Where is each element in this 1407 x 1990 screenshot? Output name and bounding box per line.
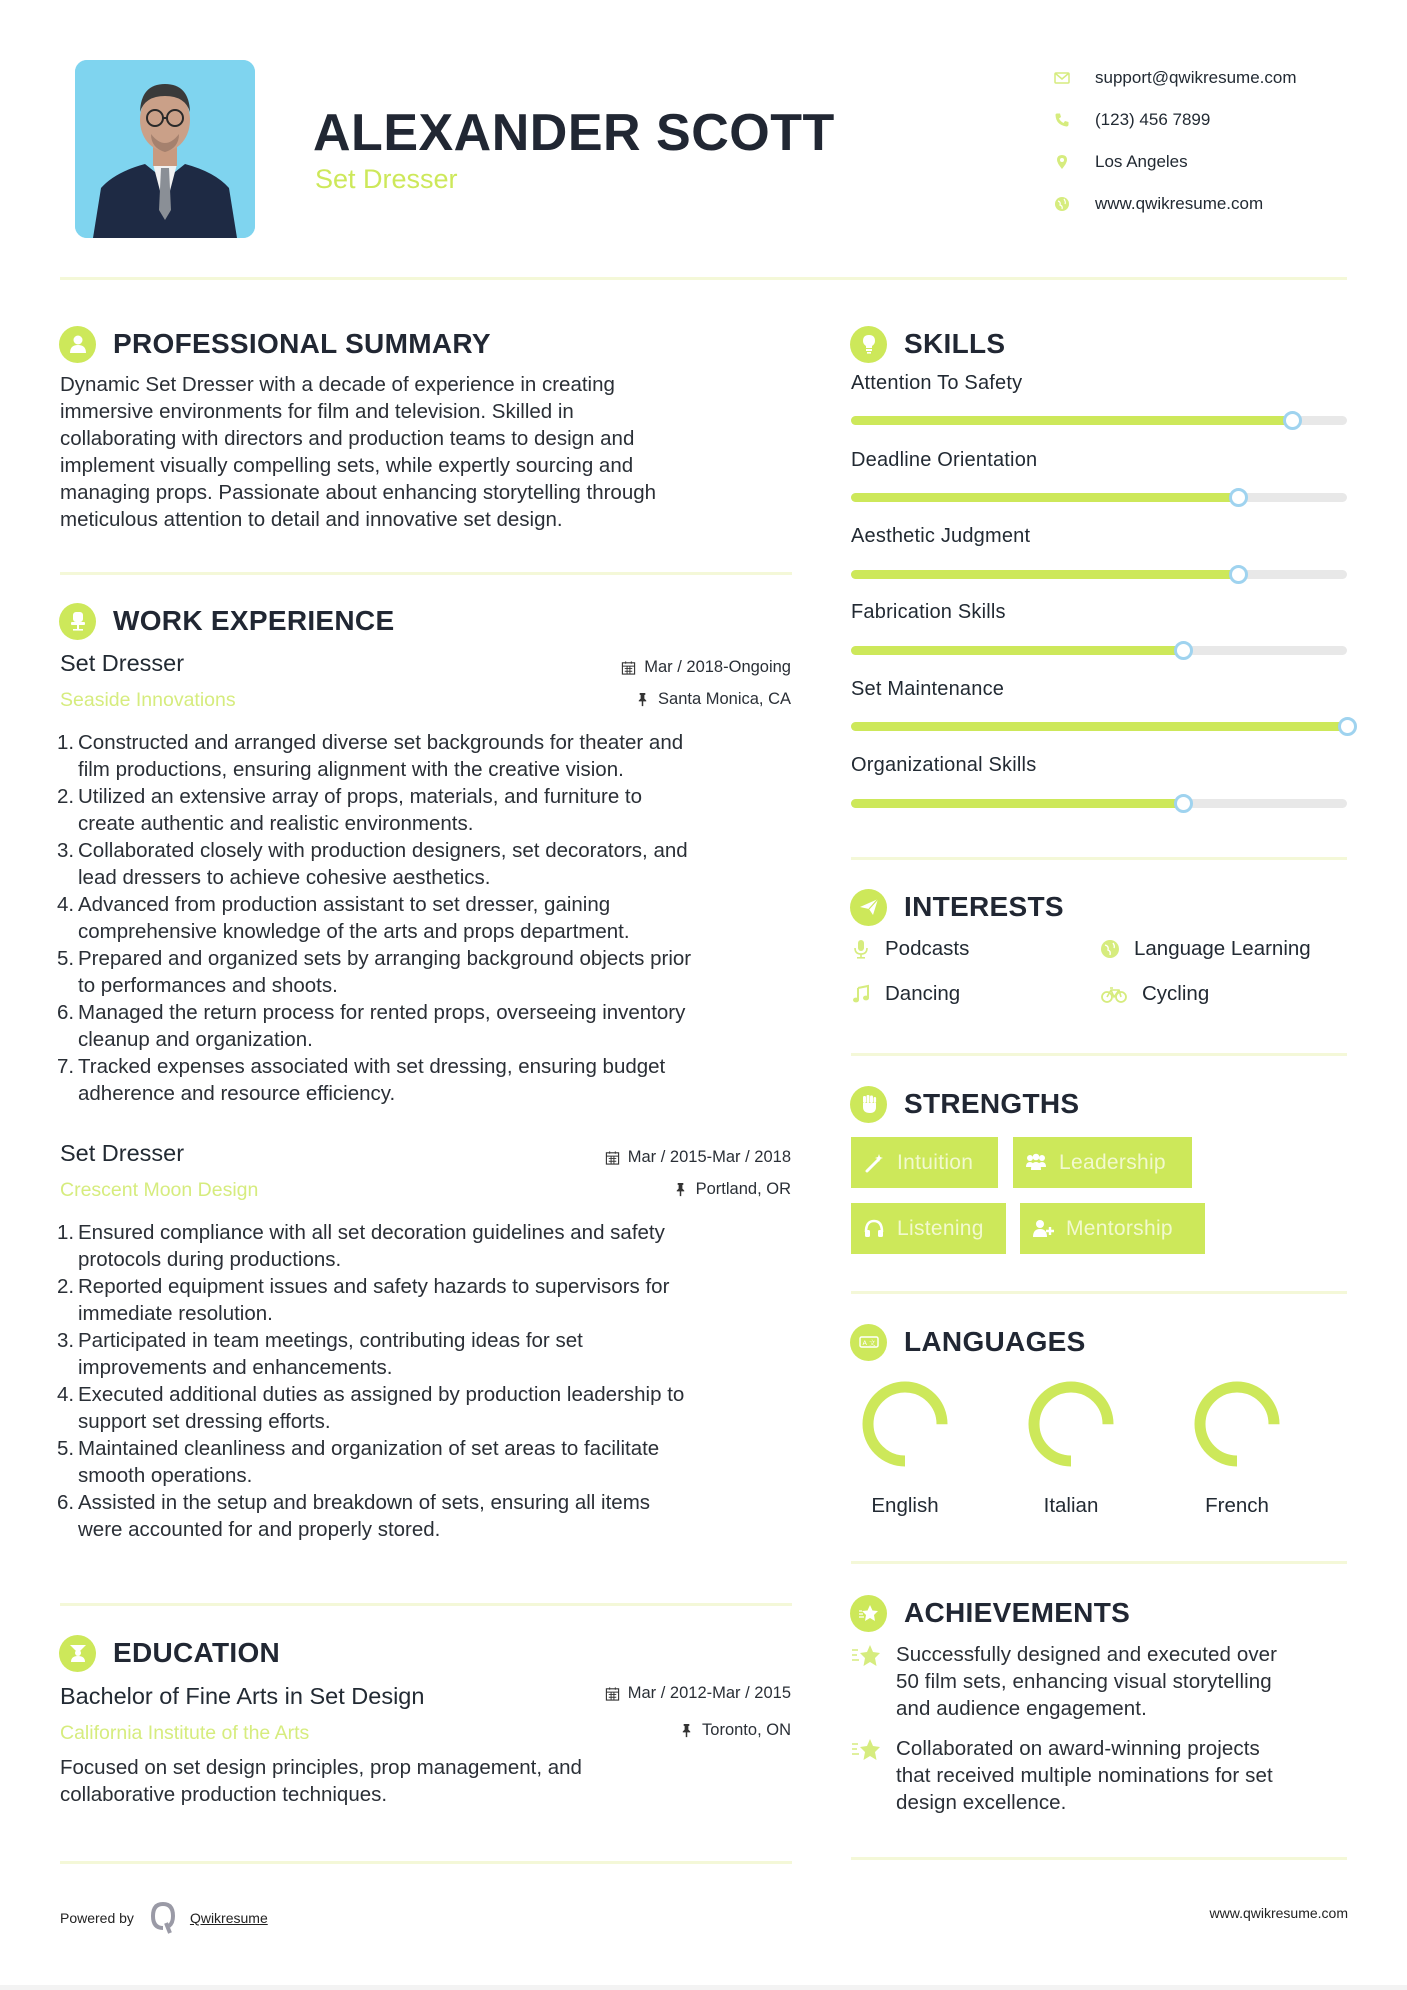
strength-chip <box>1013 1137 1192 1188</box>
list-number: 1. <box>57 1221 75 1244</box>
language-item <box>855 1378 955 1518</box>
job-dates <box>605 1148 791 1167</box>
list-number: 5. <box>57 947 75 970</box>
education-location <box>679 1721 791 1740</box>
bullet-line: improvements and enhancements. <box>78 1356 393 1379</box>
skill-knob <box>1338 717 1357 736</box>
summary-line: implement visually compelling sets, while expertly sourcing and <box>60 454 634 477</box>
users-icon <box>1025 1152 1047 1174</box>
bullet-line: Utilized an extensive array of props, materials, and furniture to <box>78 785 643 808</box>
work-heading <box>59 601 394 641</box>
skill-item <box>851 525 1347 548</box>
chair-icon <box>59 603 96 640</box>
contact-phone[interactable] <box>1052 99 1297 141</box>
skill-label: Organizational Skills <box>851 754 1037 776</box>
interest-item <box>1100 982 1209 1006</box>
interest-label: Cycling <box>1142 982 1210 1005</box>
bullet-line: Managed the return process for rented props, overseeing inventory <box>78 1001 686 1024</box>
graduate-icon <box>59 1635 96 1672</box>
language-ring <box>1191 1378 1283 1470</box>
footer-website[interactable]: www.qwikresume.com <box>1209 1905 1348 1921</box>
list-item <box>57 1053 800 1107</box>
summary-line: Dynamic Set Dresser with a decade of experience in creating <box>60 373 615 396</box>
candidate-name: ALEXANDER SCOTT <box>313 104 835 162</box>
contact-website[interactable] <box>1052 183 1297 225</box>
skill-bar-fill <box>851 493 1238 502</box>
bullet-line: film productions, ensuring alignment with the creative vision. <box>78 758 624 781</box>
skills-title: SKILLS <box>904 328 1006 359</box>
list-item <box>57 1219 800 1273</box>
strength-chip <box>851 1203 1006 1254</box>
list-item <box>57 1381 800 1435</box>
paper-plane-icon <box>850 889 887 926</box>
interest-label: Dancing <box>885 982 961 1005</box>
contact-location-text: Los Angeles <box>1095 152 1188 171</box>
map-pin-icon <box>1052 152 1072 172</box>
list-item <box>57 1435 800 1489</box>
bullet-line: Assisted in the setup and breakdown of sets, ensuring all items <box>78 1491 651 1514</box>
interest-item <box>1100 937 1311 961</box>
calendar-icon <box>605 1150 620 1165</box>
strengths-heading <box>850 1084 1079 1124</box>
list-number: 2. <box>57 785 75 808</box>
profile-photo <box>75 60 255 238</box>
achievement-item <box>851 1641 1351 1722</box>
contact-email[interactable] <box>1052 57 1297 99</box>
user-plus-icon <box>1032 1218 1054 1240</box>
skill-label: Attention To Safety <box>851 372 1023 394</box>
degree-title: Bachelor of Fine Arts in Set Design <box>60 1683 425 1709</box>
list-number: 6. <box>57 1001 75 1024</box>
skill-bar-fill <box>851 799 1183 808</box>
contact-phone-text: (123) 456 7899 <box>1095 110 1211 129</box>
achievement-line: that received multiple nominations for set <box>896 1764 1273 1787</box>
job-location <box>635 690 791 709</box>
bullet-line: protocols during productions. <box>78 1248 342 1271</box>
skill-bar <box>851 416 1347 425</box>
skill-item <box>851 601 1347 624</box>
achievement-line: Collaborated on award-winning projects <box>896 1737 1260 1760</box>
strength-chip <box>851 1137 998 1188</box>
skill-bar <box>851 646 1347 655</box>
summary-line: meticulous attention to detail and innovative set design. <box>60 508 563 531</box>
skill-bar <box>851 570 1347 579</box>
bullet-line: support set dressing efforts. <box>78 1410 331 1433</box>
powered-by-label: Powered by <box>60 1910 134 1926</box>
list-number: 1. <box>57 731 75 754</box>
language-label: Italian <box>1043 1494 1099 1517</box>
pushpin-icon <box>679 1723 694 1738</box>
list-item <box>57 729 800 783</box>
education-description <box>60 1754 800 1808</box>
education-title: EDUCATION <box>113 1637 281 1668</box>
list-number: 5. <box>57 1437 75 1460</box>
interests-heading <box>850 887 1064 927</box>
summary-heading <box>59 324 491 364</box>
bullet-line: were accounted for and properly stored. <box>78 1518 441 1541</box>
fist-icon <box>850 1086 887 1123</box>
job-bullets <box>57 729 800 1107</box>
job-location-text: Portland, OR <box>695 1180 791 1198</box>
footer-powered-by <box>60 1901 268 1935</box>
list-item <box>57 783 800 837</box>
skill-label: Aesthetic Judgment <box>851 525 1031 547</box>
calendar-icon <box>605 1686 620 1701</box>
achievement-line: Successfully designed and executed over <box>896 1643 1278 1666</box>
skill-label: Deadline Orientation <box>851 449 1038 471</box>
bullet-line: Collaborated closely with production designers, set decorators, and <box>78 839 688 862</box>
education-location-text: Toronto, ON <box>702 1721 791 1739</box>
language-ring <box>859 1378 951 1470</box>
headphones-icon <box>863 1218 885 1240</box>
education-line: Focused on set design principles, prop management, and <box>60 1756 582 1779</box>
achievement-line: design excellence. <box>896 1791 1067 1814</box>
skill-item <box>851 449 1347 472</box>
header-divider <box>60 277 1347 280</box>
bullet-line: Constructed and arranged diverse set backgrounds for theater and <box>78 731 684 754</box>
list-item <box>57 837 800 891</box>
pushpin-icon <box>635 692 650 707</box>
languages-heading <box>850 1322 1086 1362</box>
achievements-heading <box>850 1593 1130 1633</box>
person-portrait-icon <box>75 60 255 238</box>
job-dates <box>621 658 791 677</box>
list-number: 7. <box>57 1055 75 1078</box>
skill-knob <box>1229 565 1248 584</box>
interest-label: Language Learning <box>1134 937 1311 960</box>
job-dates-text: Mar / 2015-Mar / 2018 <box>627 1148 791 1166</box>
achievement-item <box>851 1735 1351 1816</box>
list-number: 4. <box>57 1383 75 1406</box>
contact-email-text: support@qwikresume.com <box>1095 68 1297 87</box>
language-label: French <box>1205 1494 1269 1517</box>
education-heading <box>59 1633 280 1673</box>
star-icon <box>851 1643 882 1669</box>
skill-item <box>851 754 1347 777</box>
list-item <box>57 1489 800 1543</box>
globe-icon <box>1100 939 1120 959</box>
bullet-line: smooth operations. <box>78 1464 253 1487</box>
qwikresume-link[interactable]: Qwikresume <box>189 1910 268 1926</box>
skill-label: Fabrication Skills <box>851 601 1006 623</box>
interest-item <box>851 982 960 1006</box>
skill-bar <box>851 493 1347 502</box>
bullet-line: Participated in team meetings, contributing ideas for set <box>78 1329 583 1352</box>
bullet-line: Tracked expenses associated with set dressing, ensuring budget <box>78 1055 666 1078</box>
section-divider <box>60 1603 792 1606</box>
section-divider <box>60 572 792 575</box>
section-divider <box>851 1857 1347 1860</box>
education-dates <box>605 1684 791 1703</box>
magic-wand-icon <box>863 1152 885 1174</box>
job-company: Seaside Innovations <box>60 689 236 711</box>
list-item <box>57 891 800 945</box>
page-bottom-edge <box>0 1985 1407 1990</box>
strength-chip <box>1020 1203 1205 1254</box>
strengths-title: STRENGTHS <box>904 1088 1080 1119</box>
user-icon <box>59 326 96 363</box>
job-location <box>673 1180 791 1199</box>
star-icon <box>851 1737 882 1763</box>
languages-title: LANGUAGES <box>904 1326 1086 1357</box>
section-divider <box>851 857 1347 860</box>
language-item <box>1187 1378 1287 1518</box>
skill-bar-fill <box>851 416 1292 425</box>
interest-item <box>851 937 969 961</box>
section-divider <box>60 1861 792 1864</box>
job-title: Set Dresser <box>60 1140 185 1166</box>
bullet-line: Prepared and organized sets by arranging background objects prior <box>78 947 692 970</box>
job-dates-text: Mar / 2018-Ongoing <box>644 658 791 676</box>
svg-text:A 文: A 文 <box>861 1339 876 1347</box>
list-number: 6. <box>57 1491 75 1514</box>
bicycle-icon <box>1100 984 1128 1004</box>
language-item <box>1021 1378 1121 1518</box>
bullet-line: lead dressers to achieve cohesive aesthetics. <box>78 866 491 889</box>
pushpin-icon <box>673 1182 688 1197</box>
summary-text <box>60 371 800 533</box>
bullet-line: Maintained cleanliness and organization of set areas to facilitate <box>78 1437 660 1460</box>
summary-line: managing props. Passionate about enhancing storytelling through <box>60 481 657 504</box>
interests-title: INTERESTS <box>904 891 1064 922</box>
achievement-line: 50 film sets, enhancing visual storytelling <box>896 1670 1272 1693</box>
summary-line: immersive environments for film and television. Skilled in <box>60 400 574 423</box>
phone-icon <box>1052 110 1072 130</box>
contact-location <box>1052 141 1297 183</box>
bullet-line: Ensured compliance with all set decoration guidelines and safety <box>78 1221 665 1244</box>
job-location-text: Santa Monica, CA <box>658 690 791 708</box>
list-item <box>57 1273 800 1327</box>
skill-knob <box>1283 411 1302 430</box>
job-bullets <box>57 1219 800 1543</box>
skill-knob <box>1174 794 1193 813</box>
education-line: collaborative production techniques. <box>60 1783 388 1806</box>
bullet-line: create authentic and realistic environments. <box>78 812 474 835</box>
lightbulb-icon <box>850 326 887 363</box>
list-item <box>57 945 800 999</box>
microphone-icon <box>851 939 871 959</box>
bullet-line: cleanup and organization. <box>78 1028 313 1051</box>
language-icon <box>850 1324 887 1361</box>
school-name: California Institute of the Arts <box>60 1722 310 1744</box>
skill-bar <box>851 722 1347 731</box>
language-ring <box>1025 1378 1117 1470</box>
strength-label: Intuition <box>897 1150 974 1174</box>
section-divider <box>851 1561 1347 1564</box>
section-divider <box>851 1053 1347 1056</box>
strength-label: Mentorship <box>1066 1216 1173 1240</box>
skill-item <box>851 678 1347 701</box>
list-item <box>57 1327 800 1381</box>
section-divider <box>851 1291 1347 1294</box>
list-number: 4. <box>57 893 75 916</box>
strength-label: Listening <box>897 1216 984 1240</box>
summary-line: collaborating with directors and production teams to design and <box>60 427 635 450</box>
bullet-line: to performances and shoots. <box>78 974 338 997</box>
globe-icon <box>1052 194 1072 214</box>
job-company: Crescent Moon Design <box>60 1179 259 1201</box>
education-dates-text: Mar / 2012-Mar / 2015 <box>627 1684 791 1702</box>
skill-knob <box>1174 641 1193 660</box>
skill-label: Set Maintenance <box>851 678 1005 700</box>
calendar-icon <box>621 660 636 675</box>
language-label: English <box>871 1494 939 1517</box>
music-note-icon <box>851 984 871 1004</box>
skill-bar <box>851 799 1347 808</box>
bullet-line: Reported equipment issues and safety hazards to supervisors for <box>78 1275 670 1298</box>
list-item <box>57 999 800 1053</box>
bullet-line: Executed additional duties as assigned by production leadership to <box>78 1383 685 1406</box>
work-title: WORK EXPERIENCE <box>113 605 395 636</box>
strength-label: Leadership <box>1059 1150 1166 1174</box>
bullet-line: Advanced from production assistant to set dresser, gaining <box>78 893 611 916</box>
bullet-line: comprehensive knowledge of the arts and props department. <box>78 920 630 943</box>
achievements-title: ACHIEVEMENTS <box>904 1597 1131 1628</box>
list-number: 2. <box>57 1275 75 1298</box>
skill-knob <box>1229 488 1248 507</box>
candidate-role: Set Dresser <box>315 164 458 194</box>
list-number: 3. <box>57 1329 75 1352</box>
skill-bar-fill <box>851 722 1347 731</box>
contact-website-text: www.qwikresume.com <box>1095 194 1264 213</box>
bullet-line: adherence and resource efficiency. <box>78 1082 396 1105</box>
list-number: 3. <box>57 839 75 862</box>
skill-item <box>851 372 1347 395</box>
qwikresume-logo-icon <box>148 1901 178 1935</box>
achievement-line: and audience engagement. <box>896 1697 1147 1720</box>
bullet-line: immediate resolution. <box>78 1302 273 1325</box>
contact-list <box>1052 57 1297 225</box>
star-badge-icon <box>850 1595 887 1632</box>
job-title: Set Dresser <box>60 650 185 676</box>
skill-bar-fill <box>851 646 1183 655</box>
skill-bar-fill <box>851 570 1238 579</box>
envelope-icon <box>1052 68 1072 88</box>
summary-title: PROFESSIONAL SUMMARY <box>113 328 491 359</box>
skills-heading <box>850 324 1005 364</box>
interest-label: Podcasts <box>885 937 970 960</box>
